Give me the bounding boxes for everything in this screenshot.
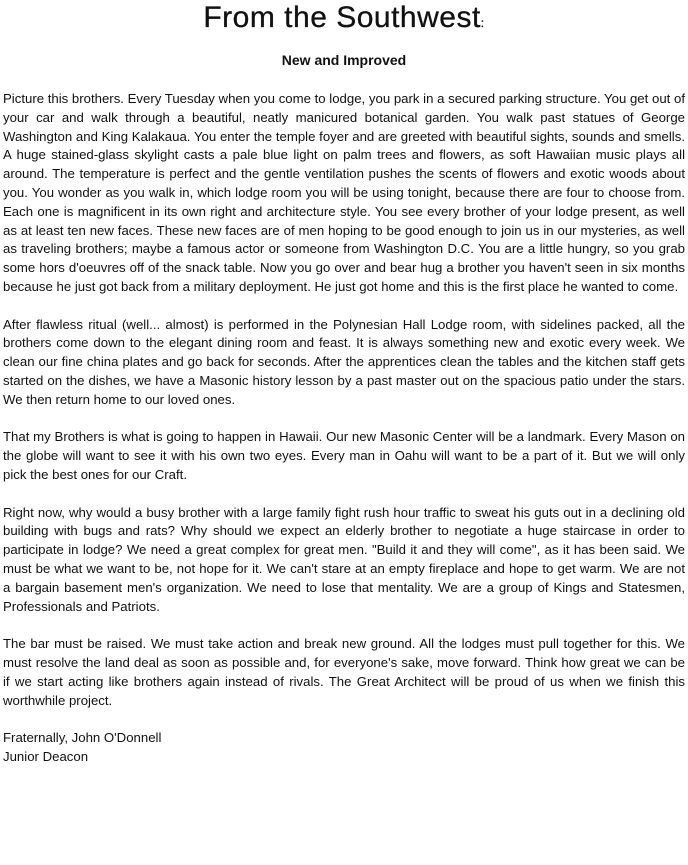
document-subtitle: New and Improved [281,52,407,68]
signature-role: Junior Deacon [3,748,89,764]
article-body [3,90,685,767]
paragraph-4: Right now, why would a busy brother with a large family fight rush hour traffic to sweat his guts out in a declining old building with bugs and rats? Why should we expect an elderly brother to negotiate a huge staircase in order to participate in lodge? We need a great complex for great men. "Build it and they will come", as it has been said. We must be what we want to be, not hope for it. We can't stare at an empty fireplace and hope to get warm. We are not a bargain basement men's organization. We need to lose that mentality. We are a group of Kings and Statesmen, Professionals and Patriots. [3,504,685,614]
paragraph-1: Picture this brothers. Every Tuesday when you come to lodge, you park in a secured parking structure. You get out of your car and walk through a beautiful, neatly manicured botanical garden. You walk past statues of George Washington and King Kalakaua. You enter the temple foyer and are greeted with beautiful sights, sounds and smells. A huge stained-glass skylight casts a pale blue light on palm trees and flowers, as soft Hawaiian music plays all around. The temperature is perfect and the gentle ventilation pushes the scents of flowers and exotic woods about you. You wonder as you walk in, which lodge room you will be using tonight, because there are four to choose from. Each one is magnificent in its own right and architecture style. You see every brother of your lodge present, as well as at least ten new faces. These new faces are of men hoping to be good enough to join us in our mysteries, as well as traveling brothers; maybe a famous actor or someone from Washington D.C. You are a little hungry, so you grab some hors d'oeuvres off of the snack table. Now you go over and bear hug a brother you haven't seen in six months because he just got back from a military deployment. He just got home and this is the first place he wanted to come. [3,91,685,294]
document-title-text: From the Southwest [203,1,481,34]
document-title [3,0,685,38]
paragraph-3: That my Brothers is what is going to happen in Hawaii. Our new Masonic Center will be a landmark. Every Mason on the globe will want to see it with his own two eyes. Every man in Oahu will want to be a part of it. But we will only pick the best ones for our Craft. [3,429,685,482]
paragraph-5: The bar must be raised. We must take action and break new ground. All the lodges must pull together for this. We must resolve the land deal as soon as possible and, for everyone's sake, move forward. Think how great we can be if we start acting like brothers again instead of rivals. The Great Architect will be proud of us when we finish this worthwhile project. [3,636,685,708]
paragraph-2: After flawless ritual (well... almost) is performed in the Polynesian Hall Lodge room, with sidelines packed, all the brothers come down to the elegant dining room and feast. It is always something new and exotic every week. We clean our fine china plates and go back for seconds. After the apprentices clean the tables and the kitchen staff gets started on the dishes, we have a Masonic history lesson by a past master out on the spacious patio under the stars. We then return home to our loved ones. [3,316,685,407]
signature-closing: Fraternally, John O'Donnell [3,730,162,746]
signature-block [3,729,685,767]
document-title-mark: : [480,16,485,30]
